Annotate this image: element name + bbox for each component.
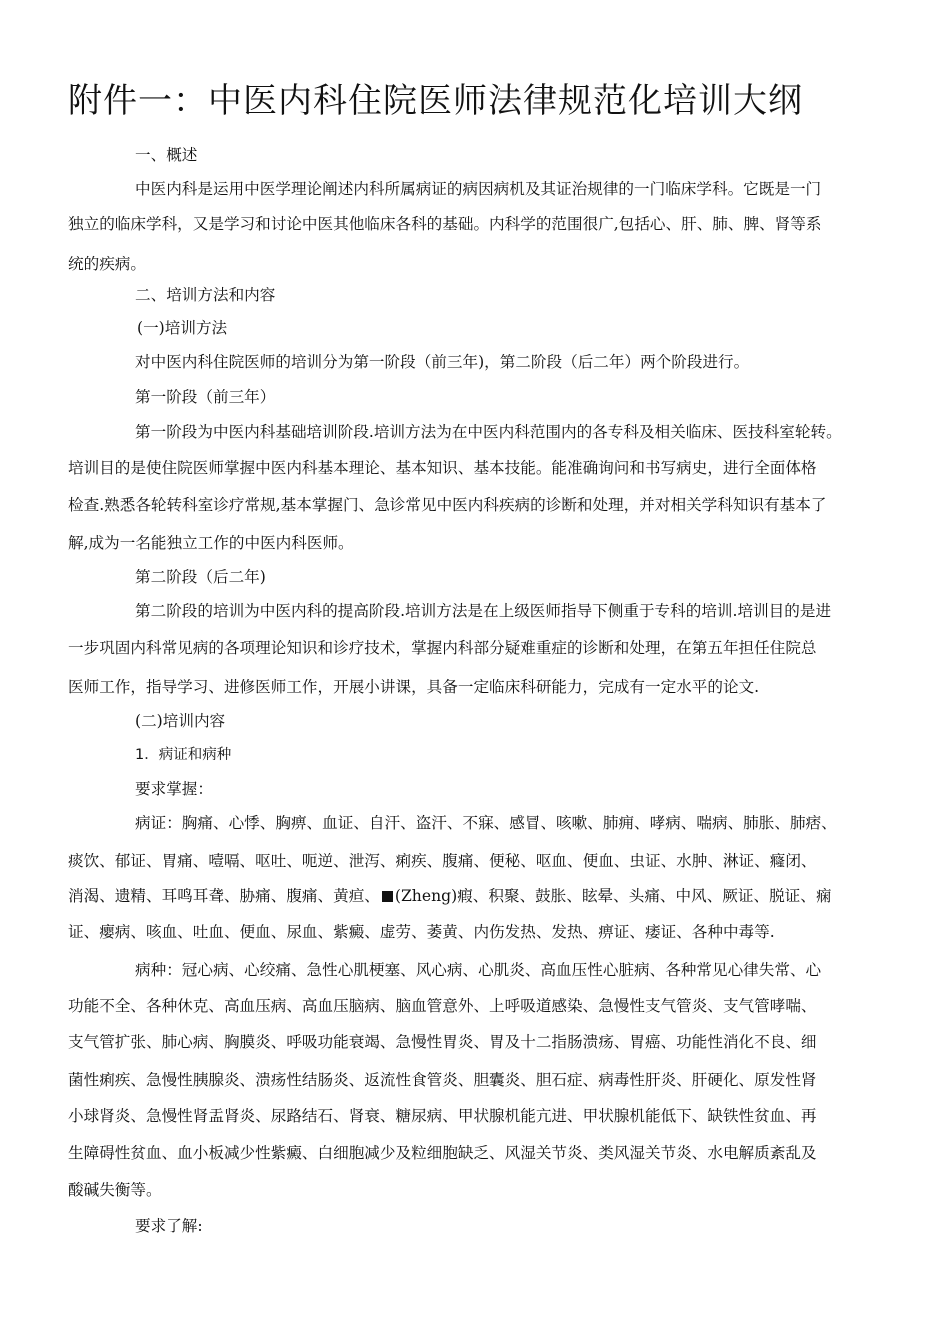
document-title: 附件一：中医内科住院医师法律规范化培训大纲 [68,81,803,121]
paragraph-line: 解,成为一名能独立工作的中医内科医师。 [68,534,354,552]
line-text-start: 消渴、遗精、耳鸣耳聋、胁痛、腹痛、黄疸、 [68,887,380,905]
line-text-end: (Zheng)瘕、积聚、鼓胀、眩晕、头痛、中风、厥证、脱证、痫 [394,887,832,905]
paragraph-line: 证、瘿病、咳血、吐血、便血、尿血、紫癜、虚劳、萎黄、内伤发热、发热、痹证、痿证、各种中毒等. [68,923,775,941]
paragraph-line: 中医内科是运用中医学理论阐述内科所属病证的病因病机及其证治规律的一门临床学科。它既是一门 [135,180,822,198]
paragraph-line: 对中医内科住院医师的培训分为第一阶段（前三年)，第二阶段（后二年）两个阶段进行。 [135,353,750,371]
stage-heading-first: 第一阶段（前三年） [135,388,276,406]
paragraph-line: 菌性痢疾、急慢性胰腺炎、溃疡性结肠炎、返流性食管炎、胆囊炎、胆石症、病毒性肝炎、肝硬化、原发性肾 [68,1071,817,1089]
section-heading-overview: 一、概述 [135,146,198,164]
section-heading-training: 二、培训方法和内容 [135,286,276,304]
paragraph-line: 功能不全、各种休克、高血压病、高血压脑病、脑血管意外、上呼吸道感染、急慢性支气管炎、支气管哮喘、 [68,997,817,1015]
paragraph-line: 培训目的是使住院医师掌握中医内科基本理论、基本知识、基本技能。能准确询问和书写病史，进行全面体格 [68,459,817,477]
paragraph-line: 酸碱失衡等。 [68,1181,162,1199]
paragraph-line: 痰饮、郁证、胃痛、噎嗝、呕吐、呃逆、泄泻、痢疾、腹痛、便秘、呕血、便血、虫证、水肿、淋证、癃闭、 [68,852,817,870]
paragraph-line [68,884,831,908]
paragraph-line: 第一阶段为中医内科基础培训阶段.培训方法为在中医内科范围内的各专科及相关临床、医技科室轮转。 [135,423,842,441]
requirement-heading-understand: 要求了解: [135,1217,203,1235]
paragraph-line: 检查.熟悉各轮转科室诊疗常规,基本掌握门、急诊常见中医内科疾病的诊断和处理，并对相关学科知识有基本了 [68,496,827,514]
item-heading-diseases: 1．病证和病种 [135,747,232,763]
paragraph-line: 生障碍性贫血、血小板减少性紫癜、白细胞减少及粒细胞缺乏、风湿关节炎、类风湿关节炎、水电解质紊乱及 [68,1144,817,1162]
requirement-heading-master: 要求掌握： [135,780,213,798]
paragraph-line: 医师工作，指导学习、进修医师工作，开展小讲课，具备一定临床科研能力，完成有一定水平的论文. [68,678,760,696]
paragraph-line: 病证：胸痛、心悸、胸痹、血证、自汗、盗汗、不寐、感冒、咳嗽、肺痈、哮病、喘病、肺胀、肺痞、 [135,814,837,832]
paragraph-line: 第二阶段的培训为中医内科的提高阶段.培训方法是在上级医师指导下侧重于专科的培训.培训目的是进 [135,602,832,620]
paragraph-line: 统的疾病。 [68,255,146,273]
subsection-heading-methods: (一)培训方法 [137,319,228,337]
paragraph-line: 支气管扩张、肺心病、胸膜炎、呼吸功能衰竭、急慢性胃炎、胃及十二指肠溃疡、胃癌、功能性消化不良、细 [68,1033,817,1051]
subsection-heading-content: (二)培训内容 [135,712,226,730]
paragraph-line: 病种：冠心病、心绞痛、急性心肌梗塞、风心病、心肌炎、高血压性心脏病、各种常见心律失常、心 [135,961,822,979]
paragraph-line: 独立的临床学科，又是学习和讨论中医其他临床各科的基础。内科学的范围很广,包括心、肝、肺、脾、肾等系 [68,215,822,233]
paragraph-line: 小球肾炎、急慢性肾盂肾炎、尿路结石、肾衰、糖尿病、甲状腺机能亢进、甲状腺机能低下、缺铁性贫血、再 [68,1107,817,1125]
missing-glyph-square-icon [382,891,393,902]
stage-heading-second: 第二阶段（后二年) [135,568,266,586]
paragraph-line: 一步巩固内科常见病的各项理论知识和诊疗技术，掌握内科部分疑难重症的诊断和处理，在第五年担任住院总 [68,639,817,657]
